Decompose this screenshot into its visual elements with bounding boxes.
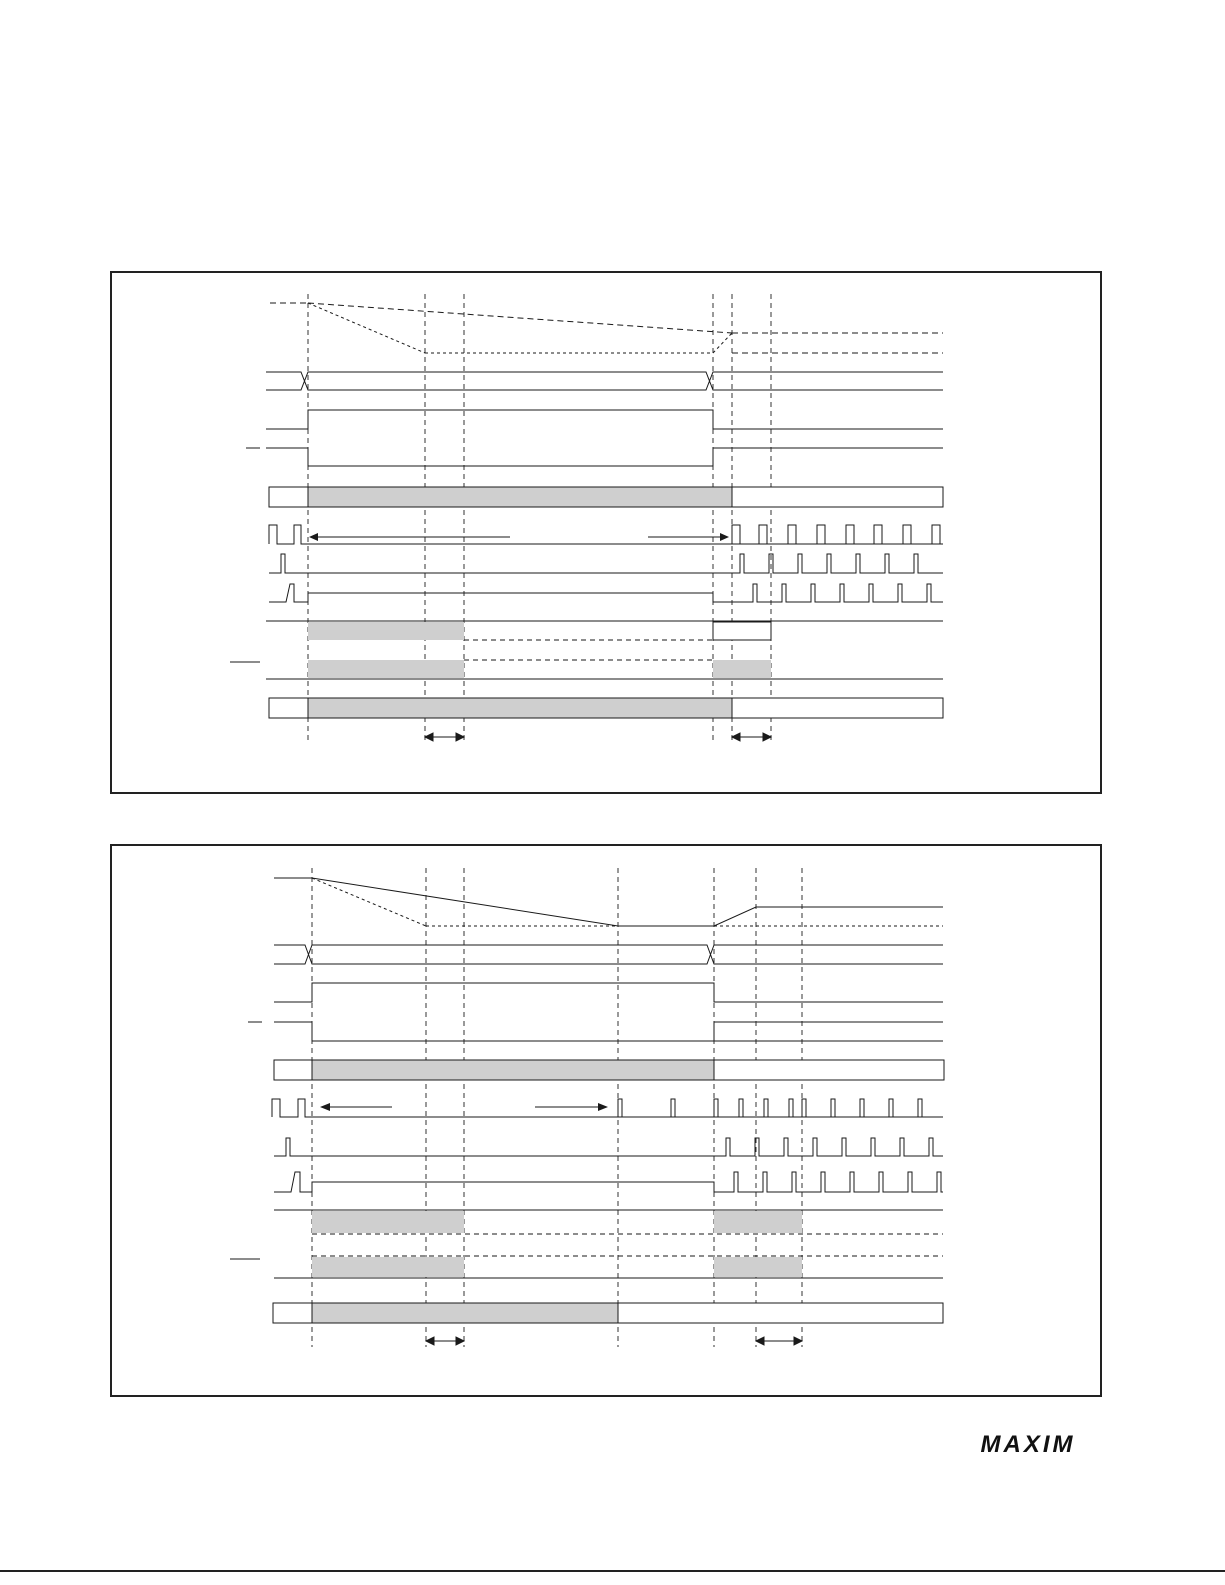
timing-arrows-1	[425, 733, 771, 741]
bottom-rule	[0, 1570, 1225, 1572]
trace-state-bar-1b	[269, 698, 943, 718]
trace-data-2	[274, 1172, 943, 1192]
trace-analog-1	[270, 303, 943, 353]
arrow-head-left	[320, 1103, 330, 1111]
trace-bus-2	[274, 945, 943, 964]
trace-state-bar-2	[274, 1060, 944, 1080]
arrow-head-right	[720, 533, 729, 541]
timing-diagram-2	[112, 846, 1104, 1399]
maxim-logo	[958, 1430, 1098, 1458]
timing-diagram-panel-1	[110, 271, 1102, 794]
arrow-head-right	[598, 1103, 608, 1111]
trace-bus-1	[266, 372, 943, 390]
trace-state-bar-1	[269, 487, 943, 507]
trace-inverted-1	[246, 448, 943, 466]
timing-diagram-panel-2	[110, 844, 1102, 1397]
trace-enable-1	[266, 410, 943, 429]
trace-clock-b-2	[274, 1138, 943, 1156]
arrow-head-left	[309, 533, 318, 541]
trace-output-2	[230, 1210, 943, 1278]
trace-clock-a-2	[272, 1099, 943, 1117]
trace-analog-2	[274, 878, 943, 926]
maxim-logo-text: MAXIM	[980, 1431, 1076, 1458]
trace-inverted-2	[248, 1022, 943, 1041]
timing-arrows-2	[426, 1337, 802, 1345]
trace-data-1	[269, 584, 943, 602]
trace-enable-2	[274, 983, 943, 1002]
timing-diagram-1	[112, 273, 1104, 796]
trace-clock-b-1	[269, 554, 943, 573]
trace-state-bar-2b	[273, 1303, 943, 1323]
trace-clock-a-1	[269, 525, 943, 544]
trace-output-1	[230, 621, 943, 679]
